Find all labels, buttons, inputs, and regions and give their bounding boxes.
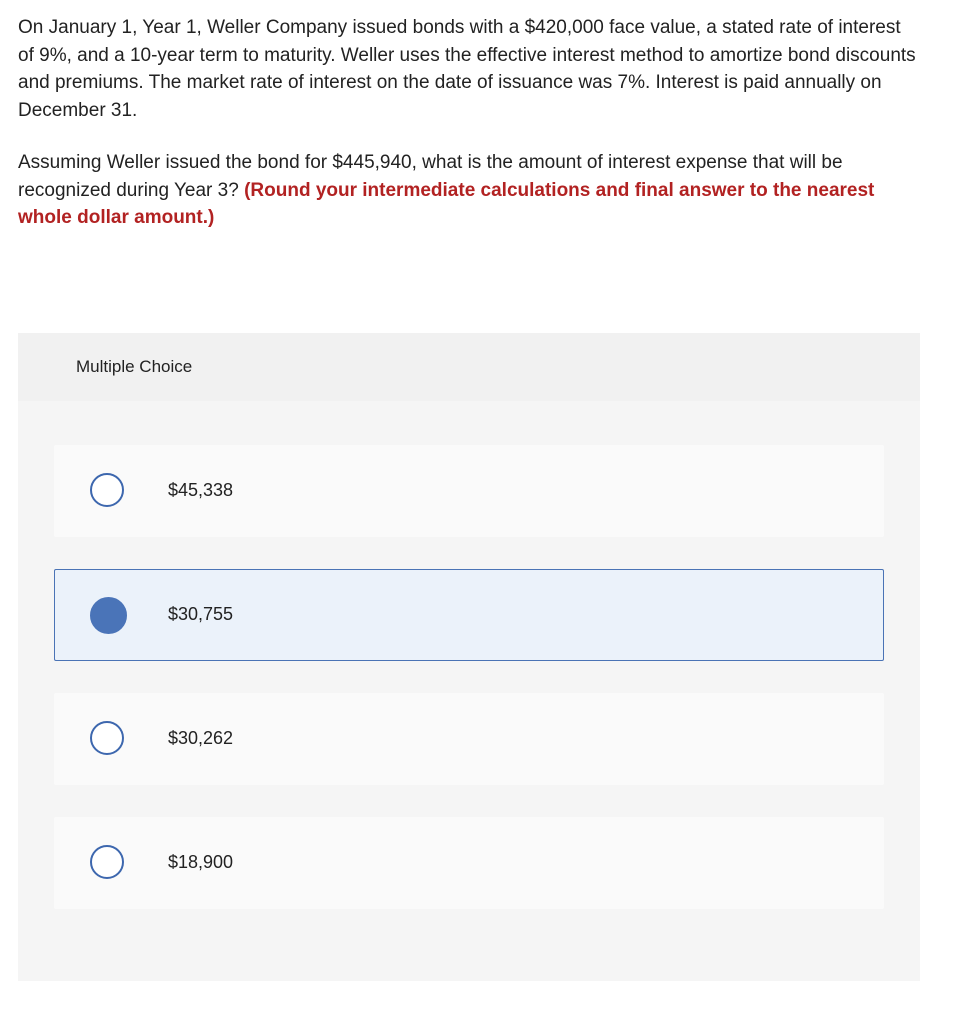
choice-option-2[interactable] [54, 569, 884, 661]
choice-label: $30,262 [168, 728, 234, 748]
choice-label: $45,338 [168, 480, 234, 500]
choice-label: $30,755 [168, 604, 234, 624]
multiple-choice-panel [18, 333, 920, 981]
radio-button-icon[interactable] [90, 473, 124, 507]
question-paragraph-1: On January 1, Year 1, Weller Company issued bonds with a $420,000 face value, a stated rate of interest of 9%, and a 10-year term to maturity. Weller uses the effective interest method to amortize bond discounts and premiums. The market rate of interest on the date of issuance was 7%. Interest is paid annually on December 31. [18, 17, 916, 121]
choice-option-3[interactable] [54, 693, 884, 785]
question-prompt: Assuming Weller issued the bond for $445,940, what is the amount of interest expense that will be recognized during Year 3? [18, 152, 843, 201]
choice-option-4[interactable] [54, 817, 884, 909]
radio-button-icon[interactable] [90, 845, 124, 879]
radio-button-selected-icon[interactable] [90, 597, 127, 634]
choice-option-1[interactable] [54, 445, 884, 537]
rounding-instruction: (Round your intermediate calculations and final answer to the nearest whole dollar amount.) [18, 179, 875, 228]
question-text [18, 14, 918, 232]
multiple-choice-title: Multiple Choice [76, 357, 193, 376]
radio-button-icon[interactable] [90, 721, 124, 755]
question-paragraph-2 [18, 149, 918, 232]
choice-label: $18,900 [168, 852, 234, 872]
multiple-choice-header [18, 333, 920, 401]
